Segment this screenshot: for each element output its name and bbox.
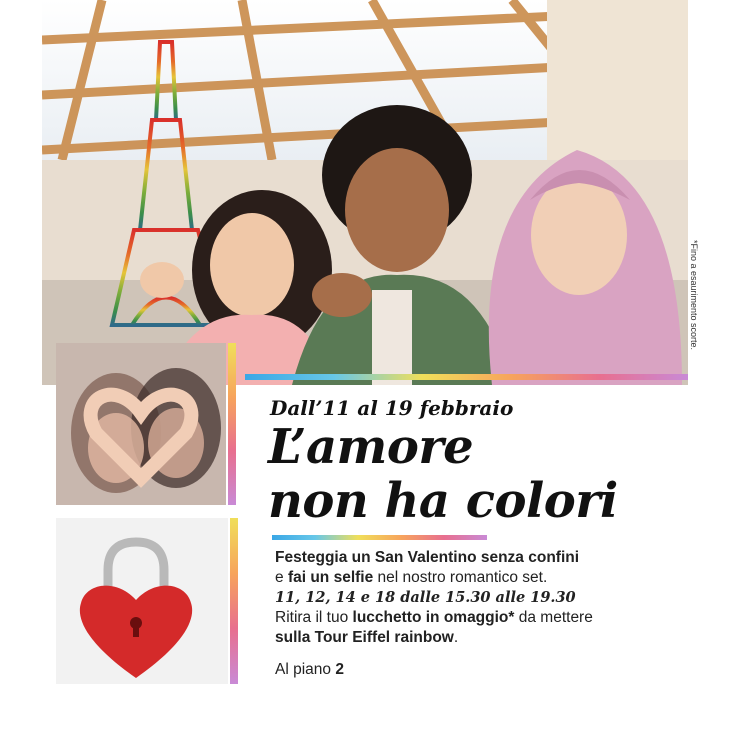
desc-text-4: da mettere: [518, 609, 593, 626]
hero-photo: [42, 0, 688, 385]
rainbow-edge-photo2: [230, 518, 238, 684]
desc-bold-2: fai un selfie: [287, 569, 374, 586]
floor-number: 2: [335, 661, 344, 678]
event-description: [275, 548, 675, 680]
headline-line-2: non ha colori: [268, 473, 618, 529]
desc-text-2: nel nostro romantico set.: [377, 569, 548, 586]
padlock-photo: [56, 518, 228, 684]
desc-text-3: Ritira il tuo: [275, 609, 349, 626]
hero-illustration: [42, 0, 688, 385]
description-paragraph-1: [275, 548, 675, 588]
rainbow-divider-text: [272, 535, 487, 540]
desc-bold-3: lucchetto in omaggio*: [352, 609, 515, 626]
footnote: *Fino a esaurimento scorte.: [689, 240, 699, 351]
desc-bold-1: Festeggia un San Valentino senza confini: [275, 549, 580, 566]
desc-text-1: e: [275, 569, 284, 586]
headline: [268, 420, 688, 528]
heart-hands-photo: [56, 343, 226, 505]
desc-text-5: .: [453, 629, 459, 646]
event-date-range: Dall’11 al 19 febbraio: [270, 396, 514, 420]
floor-label: Al piano: [275, 661, 332, 678]
rainbow-edge-photo1: [228, 343, 236, 505]
headline-line-1: L’amore: [268, 419, 474, 475]
description-paragraph-2: [275, 608, 675, 648]
heart-padlock-icon: [56, 518, 228, 684]
event-dates-times: 11, 12, 14 e 18 dalle 15.30 alle 19.30: [275, 589, 576, 606]
floor-info: [275, 660, 675, 680]
rainbow-divider-top: [245, 374, 688, 380]
heart-hands-illustration: [56, 343, 226, 505]
desc-bold-4: sulla Tour Eiffel rainbow: [275, 629, 454, 646]
